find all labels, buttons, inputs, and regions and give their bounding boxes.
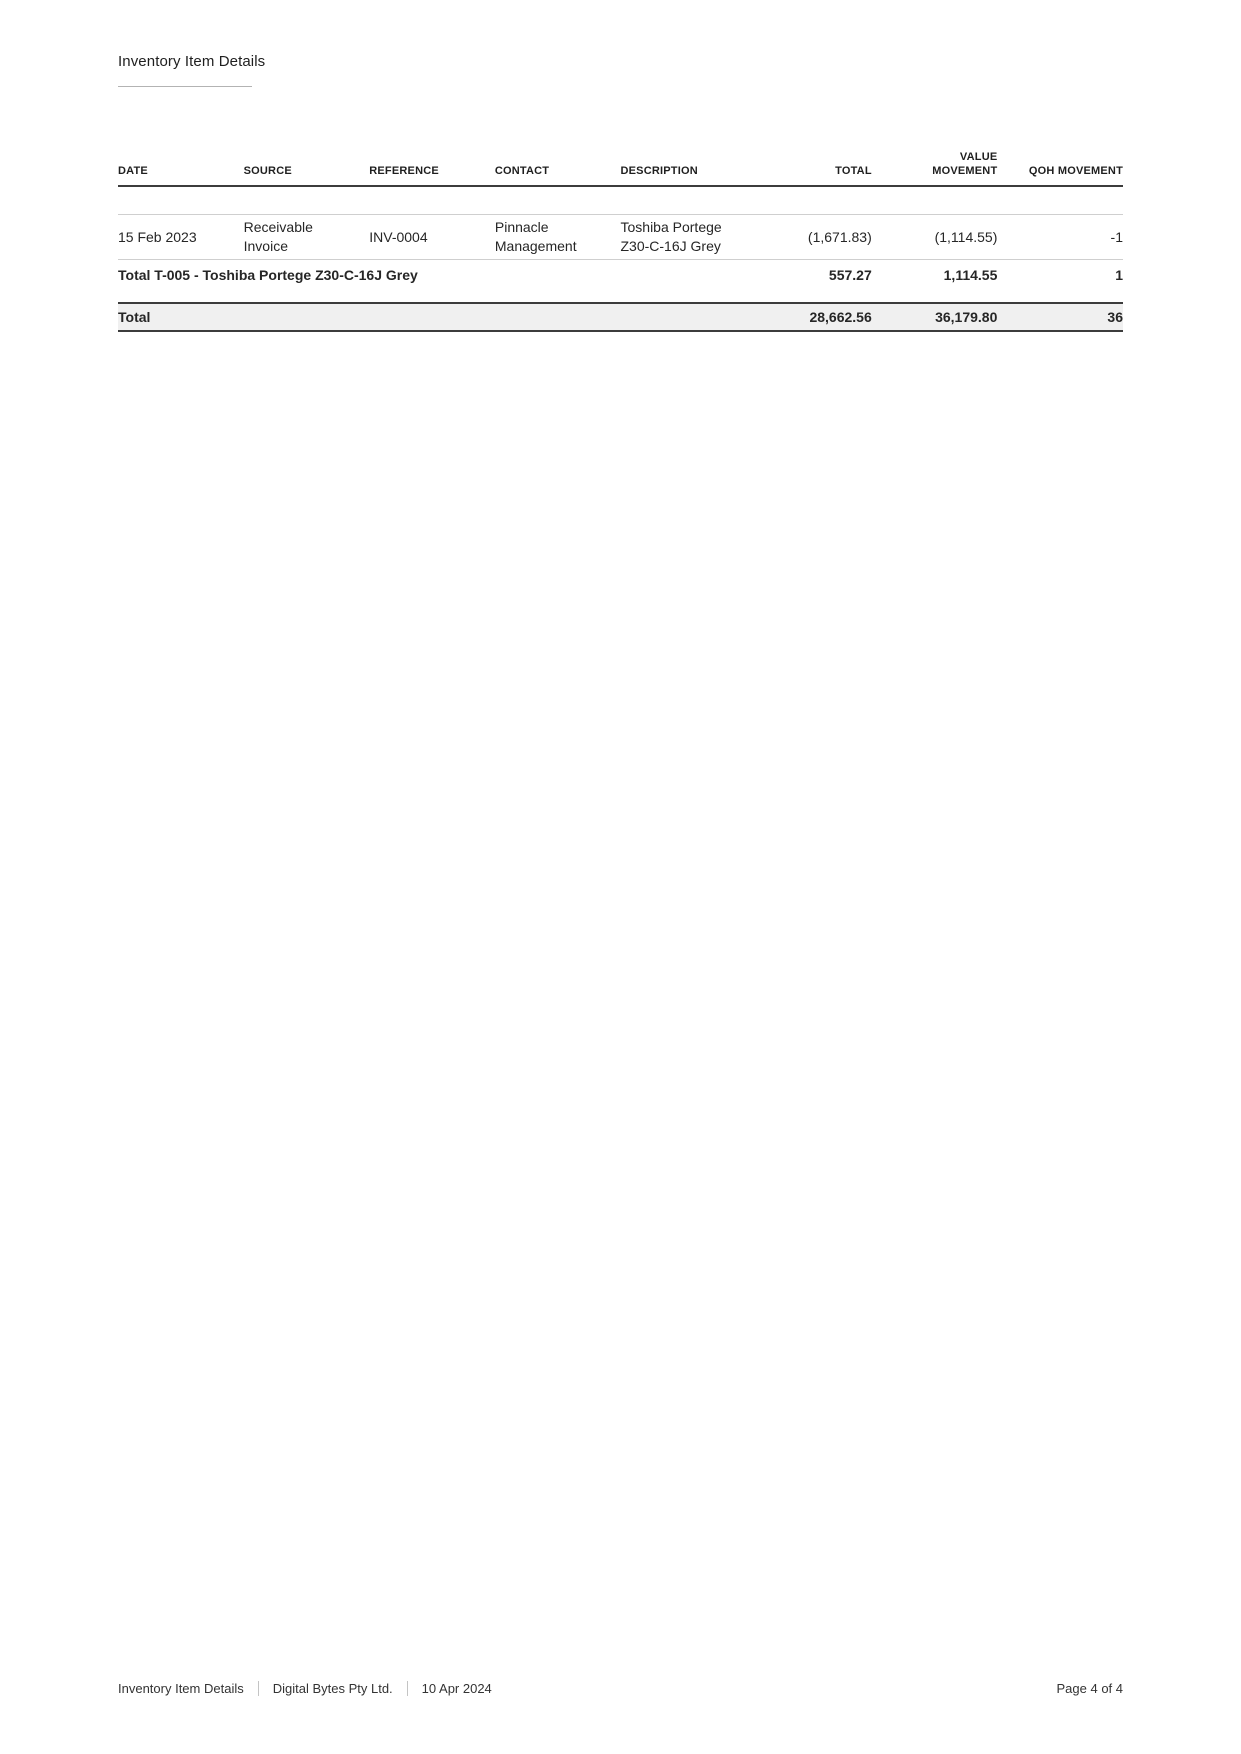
- item-total-label: Total T-005 - Toshiba Portege Z30-C-16J Grey: [118, 266, 418, 283]
- footer-page-number: Page 4 of 4: [1056, 1681, 1123, 1696]
- page-title: Inventory Item Details: [118, 53, 266, 70]
- cell-qoh-movement: -1: [997, 214, 1123, 259]
- footer-report-name: Inventory Item Details: [118, 1681, 244, 1696]
- cell-reference: INV-0004: [369, 214, 495, 259]
- column-header-contact: CONTACT: [495, 150, 621, 186]
- cell-contact: Pinnacle Management: [495, 214, 621, 259]
- column-header-description: DESCRIPTION: [621, 150, 747, 186]
- footer-separator: [407, 1681, 408, 1696]
- page-footer: [118, 1681, 1123, 1696]
- grand-total-qoh-movement: 36: [997, 303, 1123, 331]
- grand-total-total: 28,662.56: [746, 303, 872, 331]
- footer-company-name: Digital Bytes Pty Ltd.: [272, 1681, 393, 1696]
- item-total-value-movement: 1,114.55: [943, 266, 998, 283]
- cell-source: Receivable Invoice: [244, 214, 370, 259]
- grand-total-label: Total: [118, 303, 746, 331]
- column-header-date: DATE: [118, 150, 244, 186]
- column-header-total: TOTAL: [746, 150, 872, 186]
- cell-date: 15 Feb 2023: [118, 214, 244, 259]
- footer-date: 10 Apr 2024: [421, 1681, 492, 1696]
- spacer-row: [118, 186, 1123, 214]
- table-header-row: [118, 150, 1123, 186]
- item-total-total: 557.27: [828, 266, 872, 283]
- column-header-reference: REFERENCE: [369, 150, 495, 186]
- item-total-row: [118, 259, 1123, 303]
- title-underline: [118, 86, 252, 87]
- grand-total-value-movement: 36,179.80: [872, 303, 998, 331]
- item-total-qoh-movement: 1: [1115, 266, 1123, 283]
- table-row: [118, 214, 1123, 259]
- column-header-qoh-movement: QOH MOVEMENT: [997, 150, 1123, 186]
- footer-separator: [258, 1681, 259, 1696]
- column-header-source: SOURCE: [244, 150, 370, 186]
- cell-value-movement: (1,114.55): [872, 214, 998, 259]
- cell-total: (1,671.83): [746, 214, 872, 259]
- column-header-value-movement: VALUE MOVEMENT: [872, 150, 998, 186]
- cell-description: Toshiba Portege Z30-C-16J Grey: [621, 214, 747, 259]
- grand-total-row: [118, 303, 1123, 331]
- inventory-movements-table: [118, 150, 1123, 332]
